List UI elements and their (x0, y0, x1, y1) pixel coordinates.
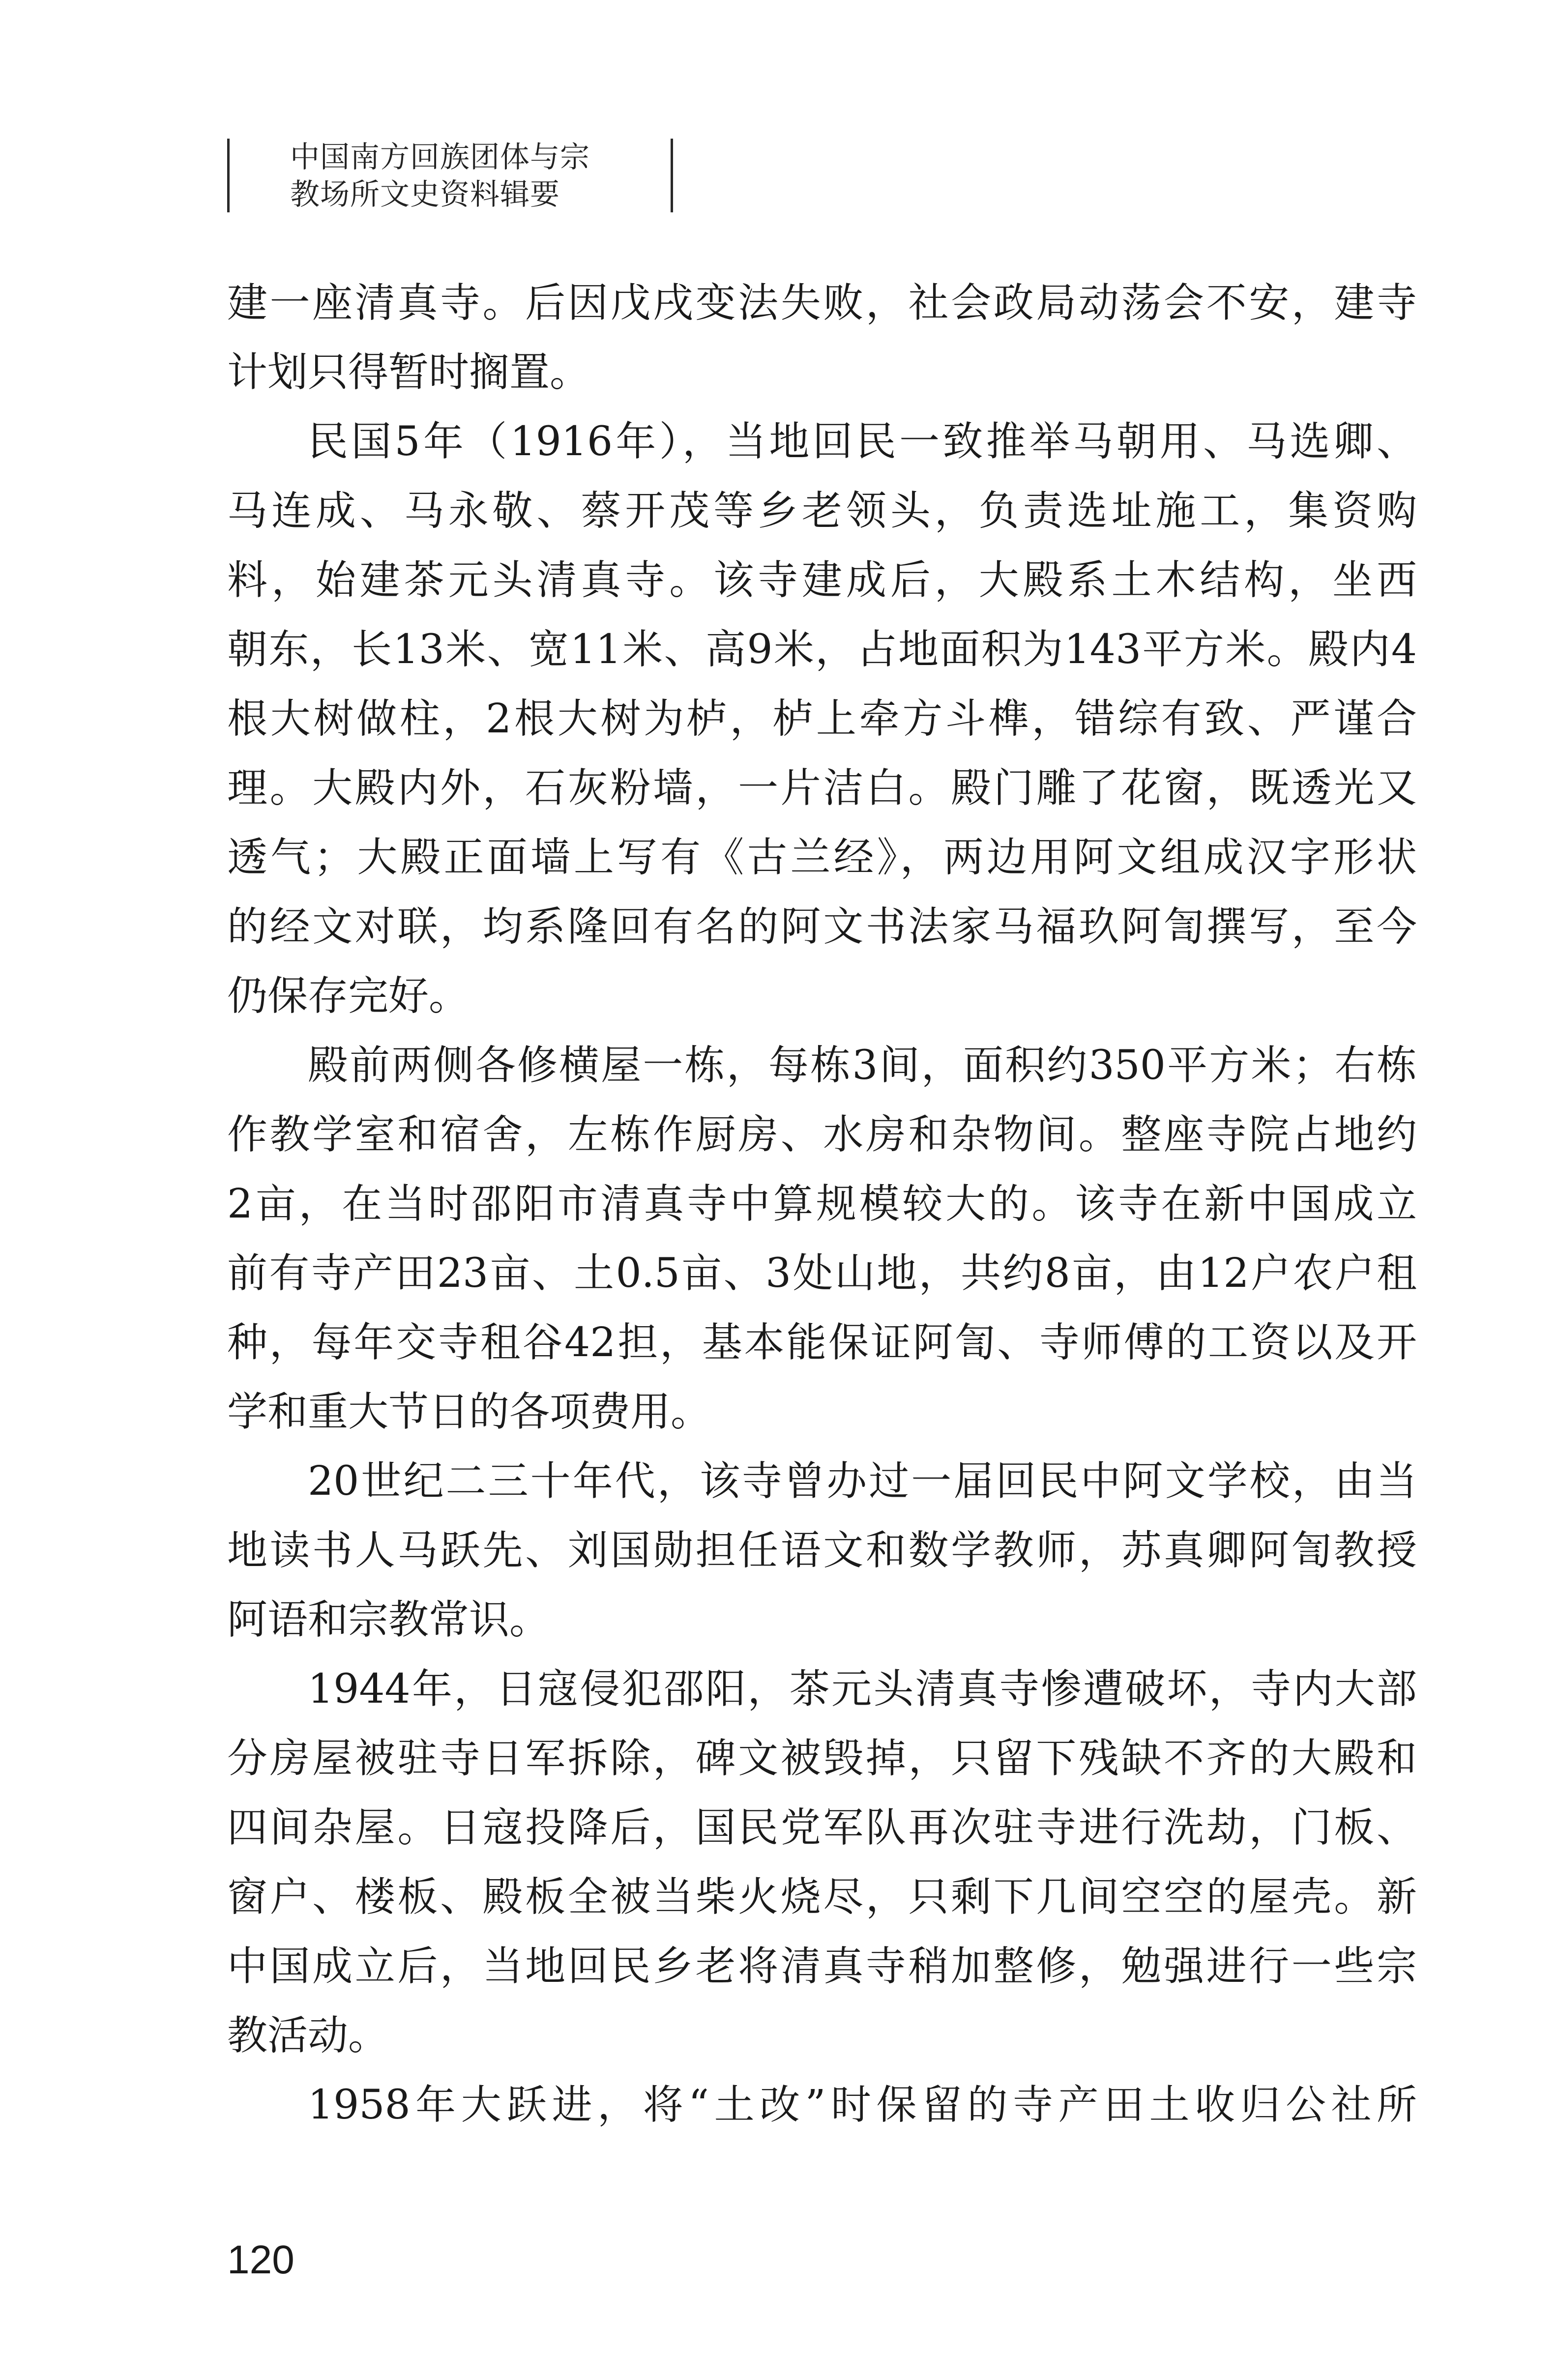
text-line: 阿语和宗教常识。 (227, 1596, 550, 1643)
text-line: 根大树做柱，2根大树为栌，栌上牵方斗榫，错综有致、严谨合 (227, 696, 1417, 742)
text-line: 前有寺产田23亩、土0.5亩、3处山地，共约8亩，由12户农户租 (227, 1250, 1417, 1297)
running-header (227, 139, 675, 212)
text-line: 四间杂屋。日寇投降后，国民党军队再次驻寺进行洗劫，门板、 (227, 1804, 1417, 1851)
text-line: 朝东，长13米、宽11米、高9米，占地面积为143平方米。殿内4 (227, 626, 1417, 673)
text-line: 透气；大殿正面墙上写有《古兰经》，两边用阿文组成汉字形状 (227, 834, 1417, 881)
text-line: 种，每年交寺租谷42担，基本能保证阿訇、寺师傅的工资以及开 (227, 1319, 1417, 1366)
text-line: 中国成立后，当地回民乡老将清真寺稍加整修，勉强进行一些宗 (227, 1943, 1417, 1990)
text-line: 殿前两侧各修横屋一栋，每栋3间，面积约350平方米；右栋 (308, 1042, 1417, 1089)
text-line: 1958年大跃进，将“土改”时保留的寺产田土收归公社所 (308, 2082, 1417, 2128)
book-title (290, 139, 654, 213)
book-title-line-2: 教场所文史资料辑要 (290, 177, 560, 212)
text-line: 1944年，日寇侵犯邵阳，茶元头清真寺惨遭破坏，寺内大部 (308, 1666, 1417, 1712)
text-line: 理。大殿内外，石灰粉墙，一片洁白。殿门雕了花窗，既透光又 (227, 765, 1417, 812)
text-line: 教活动。 (227, 2012, 389, 2059)
header-right-rule (671, 139, 673, 212)
text-line: 学和重大节日的各项费用。 (227, 1389, 711, 1435)
book-title-line-1: 中国南方回族团体与宗 (290, 140, 590, 174)
page-number: 120 (227, 2237, 294, 2282)
text-line: 地读书人马跃先、刘国勋担任语文和数学教师，苏真卿阿訇教授 (227, 1527, 1417, 1574)
text-line: 2亩，在当时邵阳市清真寺中算规模较大的。该寺在新中国成立 (227, 1181, 1417, 1227)
text-line: 20世纪二三十年代，该寺曾办过一届回民中阿文学校，由当 (308, 1458, 1417, 1505)
text-line: 仍保存完好。 (227, 973, 470, 1019)
body-text (227, 268, 1417, 2140)
text-line: 作教学室和宿舍，左栋作厨房、水房和杂物间。整座寺院占地约 (227, 1111, 1417, 1158)
text-line: 建一座清真寺。后因戊戌变法失败，社会政局动荡会不安，建寺 (227, 280, 1417, 326)
text-line: 马连成、马永敬、蔡开茂等乡老领头，负责选址施工，集资购 (227, 488, 1417, 534)
text-line: 窗户、楼板、殿板全被当柴火烧尽，只剩下几间空空的屋壳。新 (227, 1874, 1417, 1920)
text-line: 料，始建茶元头清真寺。该寺建成后，大殿系土木结构，坐西 (227, 557, 1417, 604)
text-line: 的经文对联，均系隆回有名的阿文书法家马福玖阿訇撰写，至今 (227, 903, 1417, 950)
header-left-rule (227, 139, 230, 212)
text-line: 分房屋被驻寺日军拆除，碑文被毁掉，只留下残缺不齐的大殿和 (227, 1735, 1417, 1782)
text-line: 民国5年（1916年），当地回民一致推举马朝用、马选卿、 (308, 418, 1417, 465)
text-line: 计划只得暂时搁置。 (227, 349, 590, 396)
